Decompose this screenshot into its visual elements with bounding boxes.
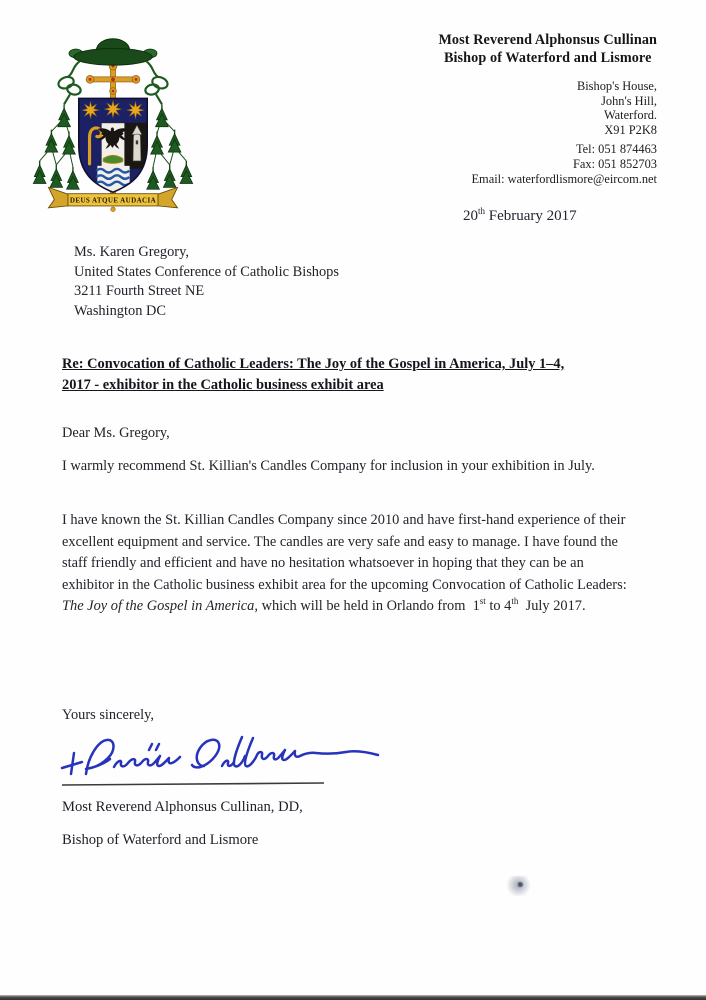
para2-text: which will be held in Orlando from 1: [257, 598, 480, 615]
scan-bottom-edge: [0, 995, 706, 1000]
signer-title: Bishop of Waterford and Lismore: [62, 832, 259, 848]
letterhead: [438, 31, 657, 186]
letterhead-contact: [438, 142, 657, 186]
tel-line: Tel: 051 874463: [575, 142, 657, 157]
subject-line-2: 2017 - exhibitor in the Catholic business exhibit area: [62, 376, 384, 393]
ordinal-th: th: [511, 596, 519, 607]
coat-of-arms: [25, 16, 201, 212]
motto-text: DEUS ATQUE AUDACIA: [69, 196, 157, 205]
para2-text: July 2017.: [518, 598, 586, 615]
mound-icon: [103, 155, 123, 163]
scan-smudge: [505, 876, 535, 896]
recipient-line: Ms. Karen Gregory,: [74, 244, 189, 260]
body-paragraph-1: I warmly recommend St. Killian's Candles Company for inclusion in your exhibition in July.: [62, 458, 595, 474]
recipient-line: 3211 Fourth Street NE: [74, 283, 205, 300]
signature-underline: [62, 783, 324, 785]
para2-text: to 4: [485, 598, 512, 615]
letterhead-name: [438, 31, 657, 67]
signature-ink: [62, 737, 378, 774]
salutation: Dear Ms. Gregory,: [62, 425, 170, 441]
letterhead-name-line2: Bishop of Waterford and Lismore: [443, 50, 652, 66]
address-line: X91 P2K8: [604, 122, 657, 137]
letterhead-name-line1: Most Reverend Alphonsus Cullinan: [438, 32, 657, 48]
shield-icon: [74, 94, 152, 197]
address-line: Bishop's House,: [576, 79, 657, 93]
email-line: Email: waterfordlismore@eircom.net: [471, 171, 657, 186]
body-paragraph-2: [62, 510, 637, 618]
recipient-address: [74, 243, 339, 321]
valediction: Yours sincerely,: [62, 707, 154, 723]
letter-date: [463, 208, 577, 225]
ordinal-st: st: [479, 596, 486, 607]
subject-line: [62, 354, 652, 395]
signer-name: Most Reverend Alphonsus Cullinan, DD,: [62, 799, 303, 815]
address-line: John's Hill,: [601, 93, 657, 108]
address-line: Waterford.: [603, 108, 657, 123]
para2-italic-title: The Joy of the Gospel in America,: [62, 598, 258, 615]
recipient-line: Washington DC: [74, 302, 166, 319]
galero-hat-icon: [69, 39, 157, 65]
date-ordinal: th: [478, 206, 486, 216]
fax-line: Fax: 051 852703: [573, 156, 657, 171]
date-rest: February 2017: [485, 208, 577, 224]
para2-text: I have known the St. Killian Candles Company since 2010 and have first-hand experience of their excellent equipment and service. The candles are very safe and easy to manage. I have found the staff friendly and efficient and have no hesitation whatsoever in hoping that they can be an exhibitor in the Catholic business exhibit area for the upcoming Convocation of Catholic Leaders:: [62, 512, 631, 593]
date-day: 20: [463, 208, 478, 224]
subject-line-1: Re: Convocation of Catholic Leaders: The Joy of the Gospel in America, July 1–4,: [62, 356, 565, 372]
signature-image: [52, 724, 386, 796]
letterhead-address: [438, 79, 657, 137]
recipient-line: United States Conference of Catholic Bishops: [74, 263, 339, 280]
